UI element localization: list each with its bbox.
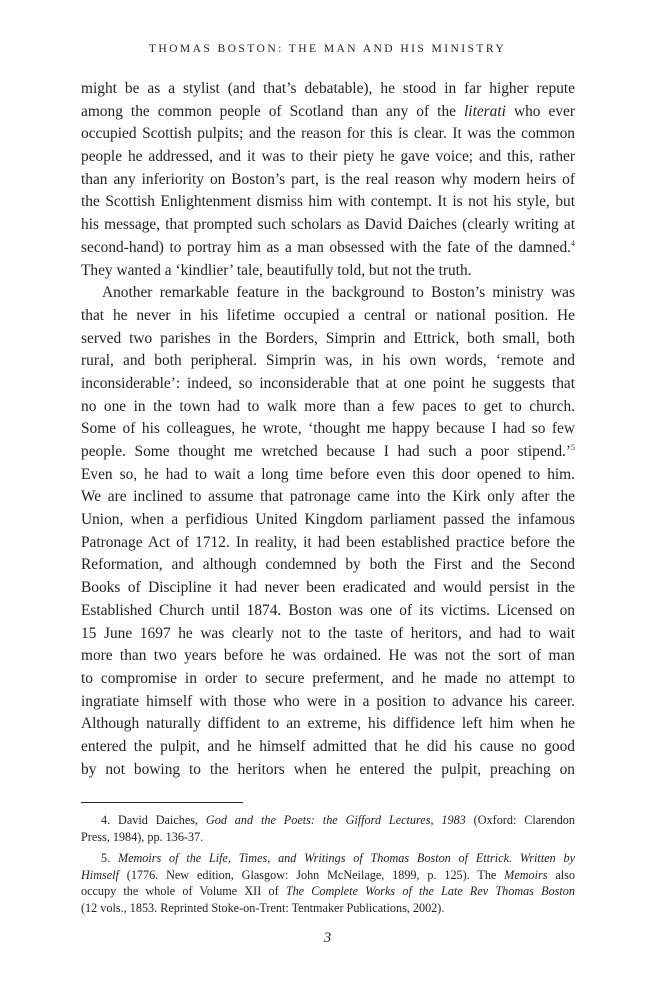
text-line: 15 June 1697 he was clearly not to the taste of heritors, and had to wait — [81, 624, 575, 642]
text-line: Patronage Act of 1712. In reality, it had been established practice before the — [81, 533, 575, 551]
text-line: his message, that prompted such scholars as David Daiches (clearly writing at — [81, 216, 575, 234]
text-line: Reformation, and although condemned by both the First and the Second — [81, 556, 575, 574]
text-line: They wanted a ‘kindlier’ tale, beautifully told, but not the truth. — [81, 261, 472, 279]
page-number: 3 — [323, 930, 332, 946]
paragraph-2 — [81, 282, 575, 781]
text-line: Another remarkable feature in the background to Boston’s ministry was — [102, 284, 575, 302]
text-line: occupied Scottish pulpits; and the reason for this is clear. It was the common — [81, 125, 575, 143]
text-line: inconsiderable’: indeed, so inconsiderable that at one point he suggests that — [81, 374, 575, 392]
text-line: Although naturally diffident to an extreme, his diffidence left him when he — [81, 715, 575, 733]
footnotes — [81, 812, 575, 916]
text-line: people. Some thought me wretched because I had such a poor stipend.’$^5$ — [81, 443, 575, 460]
body-text — [81, 78, 575, 781]
footnote-ref-5[interactable]: 5 — [571, 443, 575, 452]
text-line: Some of his colleagues, he wrote, ‘thought me happy because I had so few — [81, 420, 575, 438]
paragraph-1 — [81, 78, 575, 282]
footnote-line: Himself (1776. New edition, Glasgow: John McNeilage, 1899, p. 125). The Memoirs also — [81, 867, 575, 882]
italic-term: literati — [464, 102, 506, 120]
text-line: Books of Discipline it had never been eradicated and would persist in the — [81, 579, 575, 597]
footnote-line: 5. Memoirs of the Life, Times, and Writings of Thomas Boston of Ettrick. Written by — [101, 851, 575, 865]
footnote-divider — [81, 802, 243, 803]
footnote-line: (12 vols., 1853. Reprinted Stoke-on-Trent: Tentmaker Publications, 2002). — [81, 900, 445, 915]
text-line: We are inclined to assume that patronage came into the Kirk only after the — [81, 488, 575, 506]
text-line: Union, when a perfidious United Kingdom parliament passed the infamous — [81, 511, 575, 529]
text-line: Established Church until 1874. Boston was one of its victims. Licensed on — [81, 601, 575, 619]
text-line: rural, and both peripheral. Simprin was, in his own words, ‘remote and — [81, 352, 575, 370]
text-line: than any inferiority on Boston’s part, is the real reason why modern heirs of — [81, 170, 575, 188]
footnote-5 — [81, 850, 575, 916]
footnote-ref-4[interactable]: 4 — [571, 238, 575, 248]
running-head: THOMAS BOSTON: THE MAN AND HIS MINISTRY — [148, 42, 507, 55]
footnote-line: occupy the whole of Volume XII of The Complete Works of the Late Rev Thomas Boston — [81, 884, 575, 898]
footnote-line: 4. David Daiches, God and the Poets: the Gifford Lectures, 1983 (Oxford: Clarendon — [101, 813, 575, 827]
text-line: served two parishes in the Borders, Simprin and Ettrick, both small, both — [81, 329, 575, 347]
text-line: might be as a stylist (and that’s debatable), he stood in far higher repute — [81, 80, 575, 97]
text-line: among the common people of Scotland than any of the literati who ever — [81, 102, 575, 120]
text-line: entered the pulpit, and he himself admitted that he did his cause no good — [81, 737, 575, 755]
text-line: ingratiate himself with those who were in a position to advance his career. — [81, 692, 575, 710]
text-line: that he never in his lifetime occupied a central or national position. He — [81, 306, 575, 324]
text-line: second-hand) to portray him as a man obsessed with the fate of the damned.$^4$ — [81, 238, 575, 256]
footnote-line: Press, 1984), pp. 136-37. — [81, 829, 204, 844]
text-line: no one in the town had to walk more than a few paces to get to church. — [81, 397, 575, 415]
text-line: by not bowing to the heritors when he entered the pulpit, preaching on — [81, 760, 575, 778]
text-line: people he addressed, and it was to their piety he gave voice; and this, rather — [81, 148, 575, 166]
footnote-4 — [81, 812, 575, 845]
text-line: more than two years before he was ordained. He was not the sort of man — [81, 647, 575, 665]
text-line: the Scottish Enlightenment dismiss him with contempt. It is not his style, but — [81, 193, 575, 211]
text-line: to compromise in order to secure preferment, and he made no attempt to — [81, 669, 575, 687]
text-line: Even so, he had to wait a long time before even this door opened to him. — [81, 465, 575, 483]
